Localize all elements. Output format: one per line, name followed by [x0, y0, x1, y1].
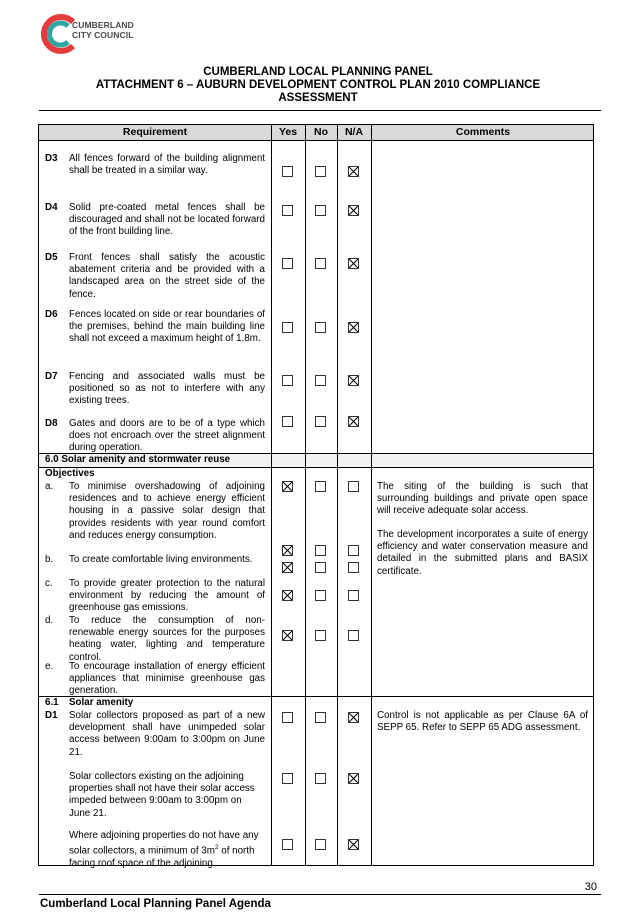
checkbox-yes[interactable] — [282, 416, 293, 427]
row-code: D6 — [45, 309, 58, 320]
checkbox-no[interactable] — [315, 712, 326, 723]
cross-mark-icon — [283, 482, 292, 491]
checkbox-no[interactable] — [315, 205, 326, 216]
checkbox-na[interactable] — [348, 416, 359, 427]
header-rule — [39, 110, 601, 111]
footer-rule — [39, 894, 601, 895]
checkbox-no[interactable] — [315, 322, 326, 333]
cross-mark-icon — [349, 259, 358, 268]
d1-item-2: Solar collectors existing on the adjoining properties shall not have their solar access impeded between 9:00am to 3:00pm on June 21. — [69, 771, 255, 819]
compliance-table — [38, 124, 594, 869]
d1-item-1: Solar collectors proposed as part of a new development shall have unimpeded solar access between 9:00am to 3:00pm on June 21. — [69, 710, 265, 758]
page-number: 30 — [584, 881, 597, 893]
row-requirement: Fencing and associated walls must be positioned so as not to interfere with any existing trees. — [69, 371, 265, 407]
checkbox-no[interactable] — [315, 481, 326, 492]
logo-line-1: CUMBERLAND — [72, 20, 134, 30]
cross-mark-icon — [349, 323, 358, 332]
column-divider — [305, 125, 306, 865]
checkbox-na[interactable] — [348, 773, 359, 784]
checkbox-no[interactable] — [315, 630, 326, 641]
subsection-title: Solar amenity — [69, 697, 134, 708]
logo-text — [72, 20, 134, 40]
checkbox-yes[interactable] — [282, 712, 293, 723]
checkbox-yes[interactable] — [282, 562, 293, 573]
objective-code: e. — [45, 661, 54, 672]
checkbox-no[interactable] — [315, 545, 326, 556]
checkbox-no[interactable] — [315, 773, 326, 784]
objective-text: To reduce the consumption of non-renewable energy sources for the purposes heating water, lighting and temperature control. — [69, 615, 265, 663]
section-heading: 6.0 Solar amenity and stormwater reuse — [45, 454, 231, 465]
checkbox-no[interactable] — [315, 166, 326, 177]
objective-text: To minimise overshadowing of adjoining residences and to achieve energy efficient housing in a passive solar design that provides residents with year round comfort and reduces energy consumption. — [69, 481, 265, 541]
checkbox-yes[interactable] — [282, 166, 293, 177]
header-comments: Comments — [455, 126, 511, 138]
objectives-comment-1: The siting of the building is such that surrounding buildings and private open space will receive adequate solar access. — [377, 481, 588, 517]
title-line-2: ATTACHMENT 6 – AUBURN DEVELOPMENT CONTROL PLAN 2010 COMPLIANCE — [95, 79, 541, 91]
section-heading-row — [39, 453, 593, 467]
checkbox-yes[interactable] — [282, 839, 293, 850]
row-code: D3 — [45, 153, 58, 164]
d1-item-3 — [69, 830, 265, 870]
checkbox-yes[interactable] — [282, 773, 293, 784]
cross-mark-icon — [349, 376, 358, 385]
cross-mark-icon — [283, 591, 292, 600]
column-divider — [38, 453, 39, 467]
title-line-1: CUMBERLAND LOCAL PLANNING PANEL — [203, 66, 433, 78]
checkbox-yes[interactable] — [282, 630, 293, 641]
row-code: D8 — [45, 418, 58, 429]
cross-mark-icon — [349, 713, 358, 722]
objective-code: a. — [45, 481, 54, 492]
checkbox-no[interactable] — [315, 375, 326, 386]
checkbox-na[interactable] — [348, 712, 359, 723]
column-divider — [271, 125, 272, 865]
table-header-row — [39, 125, 593, 141]
row-code: D7 — [45, 371, 58, 382]
cross-mark-icon — [349, 167, 358, 176]
checkbox-na[interactable] — [348, 481, 359, 492]
cross-mark-icon — [283, 563, 292, 572]
d1-item-3-pre: Where adjoining properties do not have any solar collectors, a minimum of 3m — [69, 830, 259, 857]
footer-agenda: Cumberland Local Planning Panel Agenda — [40, 898, 271, 910]
cross-mark-icon — [283, 631, 292, 640]
objective-code: d. — [45, 615, 54, 626]
row-requirement: Solid pre-coated metal fences shall be discouraged and shall not be located forward of the front building line. — [69, 202, 265, 238]
checkbox-yes[interactable] — [282, 258, 293, 269]
cross-mark-icon — [283, 546, 292, 555]
cross-mark-icon — [349, 774, 358, 783]
row-code: D5 — [45, 252, 58, 263]
checkbox-na[interactable] — [348, 322, 359, 333]
column-divider — [337, 125, 338, 865]
d1-code: D1 — [45, 710, 58, 721]
header-no: No — [314, 126, 328, 138]
objectives-comment-2: The development incorporates a suite of energy efficiency and water conservation measure and detailed in the submitted plans and BASIX certificate. — [377, 529, 588, 577]
cross-mark-icon — [349, 417, 358, 426]
checkbox-yes[interactable] — [282, 375, 293, 386]
checkbox-no[interactable] — [315, 562, 326, 573]
d1-item-3-sup: 2 — [214, 844, 219, 852]
checkbox-no[interactable] — [315, 839, 326, 850]
checkbox-na[interactable] — [348, 545, 359, 556]
objective-code: b. — [45, 554, 54, 565]
row-requirement: All fences forward of the building alignment shall be treated in a similar way. — [69, 153, 265, 177]
checkbox-na[interactable] — [348, 166, 359, 177]
checkbox-yes[interactable] — [282, 205, 293, 216]
cross-mark-icon — [349, 206, 358, 215]
row-code: D4 — [45, 202, 58, 213]
column-divider — [371, 125, 372, 865]
header-yes: Yes — [278, 126, 298, 138]
checkbox-yes[interactable] — [282, 481, 293, 492]
checkbox-na[interactable] — [348, 375, 359, 386]
row-requirement: Front fences shall satisfy the acoustic abatement criteria and be provided with a landscaped area on the street side of the fence. — [69, 252, 265, 300]
checkbox-no[interactable] — [315, 590, 326, 601]
objective-code: c. — [45, 578, 53, 589]
checkbox-yes[interactable] — [282, 545, 293, 556]
page-title — [40, 66, 596, 105]
d1-item-3-post: of north facing roof space of the adjoining — [69, 845, 255, 869]
checkbox-yes[interactable] — [282, 590, 293, 601]
checkbox-na[interactable] — [348, 258, 359, 269]
row-requirement: Fences located on side or rear boundaries of the premises, behind the main building line shall not exceed a maximum height of 1.8m. — [69, 309, 265, 345]
title-line-3: ASSESSMENT — [278, 92, 358, 104]
objective-text: To create comfortable living environments. — [69, 554, 253, 565]
checkbox-no[interactable] — [315, 416, 326, 427]
d1-comment: Control is not applicable as per Clause 6A of SEPP 65. Refer to SEPP 65 ADG assessment. — [377, 710, 588, 734]
checkbox-na[interactable] — [348, 590, 359, 601]
checkbox-na[interactable] — [348, 205, 359, 216]
objectives-heading: Objectives — [45, 468, 95, 479]
objective-text: To provide greater protection to the natural environment by reducing the amount of greenhouse gas emissions. — [69, 578, 265, 614]
row-divider — [39, 467, 593, 468]
objective-text: To encourage installation of energy efficient appliances that minimise greenhouse gas generation. — [69, 661, 265, 697]
checkbox-na[interactable] — [348, 630, 359, 641]
checkbox-no[interactable] — [315, 258, 326, 269]
subsection-code: 6.1 — [45, 697, 59, 708]
row-requirement: Gates and doors are to be of a type which does not encroach over the street alignment during operation. — [69, 418, 265, 454]
checkbox-na[interactable] — [348, 839, 359, 850]
header-requirement: Requirement — [122, 126, 188, 138]
cross-mark-icon — [349, 840, 358, 849]
header-na: N/A — [344, 126, 364, 138]
logo-line-2: CITY COUNCIL — [72, 30, 134, 40]
checkbox-yes[interactable] — [282, 322, 293, 333]
checkbox-na[interactable] — [348, 562, 359, 573]
